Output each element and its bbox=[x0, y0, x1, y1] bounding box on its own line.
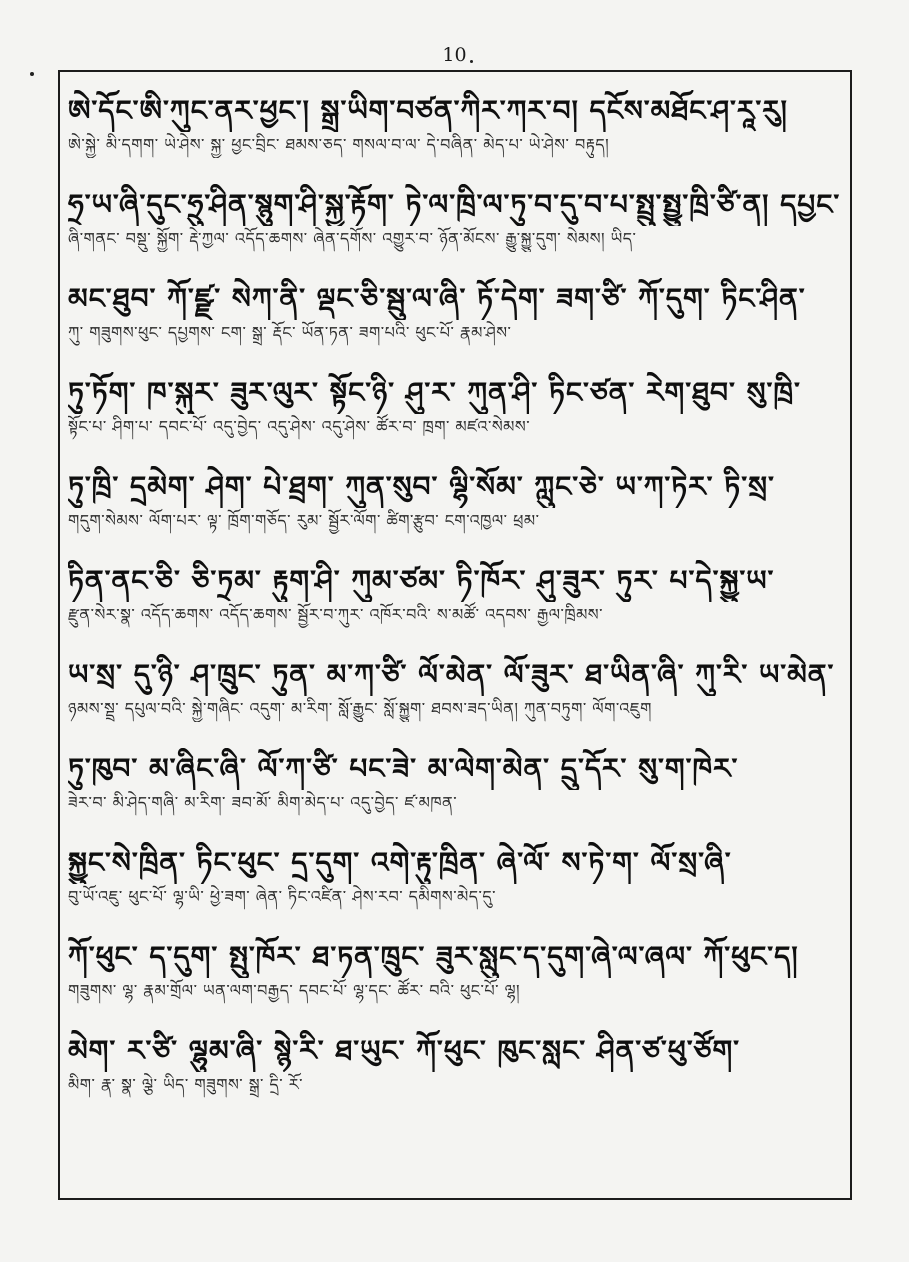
stray-mark bbox=[470, 60, 473, 63]
main-text-line: སྐྱུང་སེ་ཁྲིན་ ཏིང་ཕུང་ དྲ་དུག་ འགེ་རྟུ་ཁྲིན་ ཞེ་ལོ་ ས་ཏེ་ག་ ལོ་སྲ་ཞི་ bbox=[68, 846, 732, 879]
gloss-text-line: ཨེ་སྐྱེ་ མི་དགག་ ཡེ་ཤེས་ སྐྱ་ ཕྱང་བྲིང་ ཐམས་ཅད་ གསལ་བ་ལ་ དེ་བཞིན་ མེད་པ་ ཡེ་ཤེས་ བརྟུད། bbox=[68, 135, 610, 154]
main-text-line: ཡ་སྲ་ དུ་ཉི་ ཤ་ཁྲུང་ ཏུན་ མ་ཀ་ཙི་ ལོ་མེན་ ལོ་ཟུར་ ཐ་ཡིན་ཞི་ ཀུ་རི་ ཡ་མེན་ bbox=[68, 658, 835, 691]
line-pair bbox=[68, 90, 844, 184]
gloss-text-line: གཟུགས་ ལྷ་ རྣམ་གྲོལ་ ཡན་ལག་བརྒྱད་ དབང་པོ་ ལྷ་དང་ ཚོར་ བའི་ ཕུང་པོ་ ལྷ། bbox=[68, 981, 521, 1000]
line-pair bbox=[68, 184, 844, 278]
line-pair bbox=[68, 1030, 844, 1124]
main-text-line: ཏུ་ཁྲི་ དྲམེག་ ཤེག་ པེ་ཐྲག་ ཀུན་སུབ་ ལྷི་སོམ་ ཀླུང་ཅེ་ ཡ་ཀ་ཏེར་ ཏི་སྲ་ bbox=[68, 470, 775, 503]
text-body bbox=[68, 90, 844, 1124]
line-pair bbox=[68, 560, 844, 654]
main-text-line: ཏུ་ཏོག་ ཁ་སྐུར་ ཟུར་ལུར་ སྟོང་ཉི་ ཤུ་ར་ ཀུན་ཤི་ ཏིང་ཙན་ རེག་ཐུབ་ སུ་ཁྲི་ bbox=[68, 376, 801, 409]
line-pair bbox=[68, 936, 844, 1030]
main-text-line: ཏུ་ཁུབ་ མ་ཞིང་ཞི་ ལོ་ཀ་ཙི་ པང་ཟེ་ མ་ལེག་མེན་ དྲུ་དོར་ སུ་ག་ཁེར་ bbox=[68, 752, 739, 785]
text-frame bbox=[58, 70, 852, 1200]
stray-mark bbox=[30, 72, 34, 76]
gloss-text-line: ཟེར་བ་ མི་ཤེད་གཞི་ མ་རིག་ ཟབ་མོ་ མིག་མེད་པ་ འདུ་བྱེད་ ཛ་མཁན་ bbox=[68, 793, 458, 812]
line-pair bbox=[68, 748, 844, 842]
gloss-text-line: གདུག་སེམས་ ལོག་པར་ ལྟ་ ཁྲོག་གཅོད་ རུམ་ སྦྱོར་ལོག་ ཚིག་རྩུབ་ ངག་འཁྱལ་ ཕྲམ་ bbox=[68, 511, 540, 530]
main-text-line: མེག་ ར་ཙི་ ལྷུམ་ཞི་ སྙེ་རི་ ཐ་ཡུང་ ཀོ་ཕུང་ ཁུང་སླང་ ཤིན་ཙ་ཕུ་ཙོག་ bbox=[68, 1034, 741, 1067]
gloss-text-line: རྫུན་སེར་སྣ་ འདོད་ཆགས་ འདོད་ཆགས་ སྦྱོར་བ་ཀུར་ འཁོར་བའི་ ས་མཚོ་ འདབས་ རྒྱལ་ཁྲིམས་ bbox=[68, 605, 603, 624]
gloss-text-line: སྟོང་པ་ ཤིག་པ་ དབང་པོ་ འདུ་བྱེད་ འདུ་ཤེས་ འདུ་ཤེས་ ཚོར་བ་ ཁྲག་ མཛའ་སེམས་ bbox=[68, 417, 531, 436]
main-text-line: མང་ཐུབ་ ཀོ་ཛྫ་ སེཀ་ནི་ ལྡང་ཅི་སྦུ་ལ་ཞི་ ཏོ་དེག་ ཟག་ཙི་ ཀོ་དུག་ ཏིང་ཤིན་ bbox=[68, 282, 806, 315]
gloss-text-line: བུ་ཡོ་འཇུ་ ཕུང་པོ་ ལྷ་ཡི་ ཕྱེ་ཟག་ ཞེན་ ཏིང་འཛིན་ ཤེས་རབ་ དམིགས་མེད་དུ་ bbox=[68, 887, 497, 906]
main-text-line: ཏིན་ནང་ཅི་ ཅི་ཏྲམ་ རྟུག་ཤི་ ཀུམ་ཙམ་ ཏི་ཁོར་ ཤུ་ཟུར་ ཏུར་ པ་དེ་སྐྱུ་ཡ་ bbox=[68, 564, 775, 597]
gloss-text-line: ཞི་གནང་ བསྡུ་ སྐྱོག་ རྡེ་ཀྱལ་ འདོད་ཆགས་ ཞེན་དགོས་ འགྱུར་བ་ ཉོན་མོངས་ རྒྱུ་སྐྱུ་དུག་ སེམས། ཡིད་ bbox=[68, 229, 637, 248]
line-pair bbox=[68, 842, 844, 936]
gloss-text-line: མིག་ རྣ་ སྣ་ ལྕེ་ ཡིད་ གཟུགས་ སྒྲ་ དྲི་ རོ་ bbox=[68, 1075, 304, 1094]
line-pair bbox=[68, 372, 844, 466]
line-pair bbox=[68, 466, 844, 560]
page-number: 10 bbox=[442, 44, 467, 66]
main-text-line: ཀོ་ཕུང་ ད་དུག་ སྤུ་ཁོར་ ཐ་ཏན་ཁྲུང་ ཟུར་སླུང་ད་དུག་ཞེ་ལ་ཞལ་ ཀོ་ཕུང་ད། bbox=[68, 940, 799, 973]
main-text-line: ཧྲ་ཡ་ཞི་དུང་ཧྲུ་ཤིན་སྙུག་ཤི་སྐྱ་རྟོག་ ཏེ་ལ་ཁྲི་ལ་ཏུ་བ་དུ་བ་པ་སྤྲུ་སྤྱུ་ཁྲི་ཙི་ན། དཔྱང་ bbox=[68, 188, 841, 221]
line-pair bbox=[68, 654, 844, 748]
line-pair bbox=[68, 278, 844, 372]
gloss-text-line: ཀུ་ གཟུགས་ཕུང་ དཔྱགས་ ངག་ སྒྲ་ རྡོང་ ཡོན་ཏན་ ཟག་པའི་ ཕུང་པོ་ རྣམ་ཤེས་ bbox=[68, 323, 512, 342]
main-text-line: ཨེ་དོང་ཨི་ཀུང་ནར་ཕྱང་། སྒྲ་ཡིག་བཙན་ཀིར་ཀར་བ། དངོས་མཐོང་ཤ་རཱ་རུ། bbox=[68, 94, 788, 127]
gloss-text-line: ཉམས་སྡྲ་ དཔུལ་བའི་ སྐྱེ་གཞིང་ འདུག་ མ་རིག་ སློ་རྒྱུང་ སློ་སྐྱུག་ ཐབས་ཟད་ཡིན། ཀུན་བཏུག་ ལོག་འཇུག bbox=[68, 699, 652, 718]
